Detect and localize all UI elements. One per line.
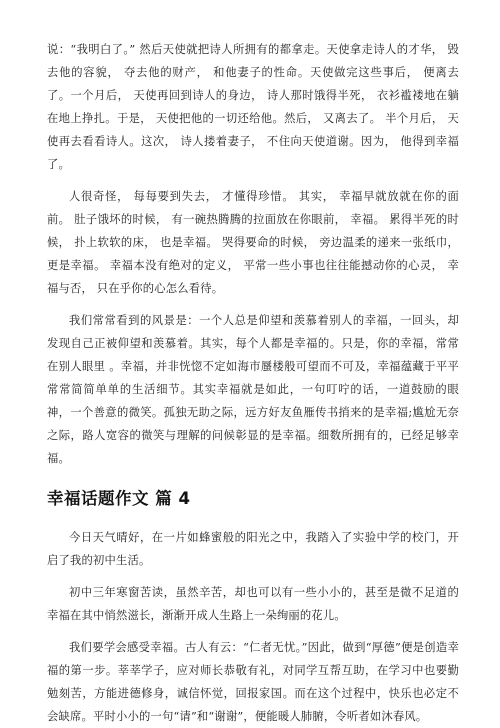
document-page xyxy=(47,38,459,728)
paragraph-4: 今日天气晴好，在一片如蜂蜜般的阳光之中，我踏入了实验中学的校门，开启了我的初中生活。 xyxy=(47,531,459,567)
section-heading: 幸福话题作文 篇 4 xyxy=(47,489,191,508)
paragraph-2: 人很奇怪， 每每要到失去， 才懂得珍惜。 其实， 幸福早就放就在你的面前。 肚子饿坏的时候， 有一碗热腾腾的拉面放在你眼前， 幸福。 累得半死的时候， 扑上软软的床， 也是幸福。 哭得要命的时候， 旁边温柔的递来一张纸巾， 更是幸福。 幸福本没有绝对的定义， 平常一些小事也往往能撼动你的心灵， 幸福与否， 只在乎你的心怎么看待。 xyxy=(47,190,459,295)
paragraph-3: 我们常常看到的风景是：一个人总是仰望和羡慕着别人的幸福，一回头，却发现自己正被仰望和羡慕着。其实，每个人都是幸福的。只是，你的幸福，常常在别人眼里 。幸福，并非恍惚不定如海市蜃楼般可望而不可及，幸福蕴藏于平平常常简简单单的生活细节。其实幸福就是如此，一句叮咛的话，一道鼓励的眼神，一个善意的微笑。孤独无助之际，远方好友鱼雁传书捎来的是幸福;尴尬无奈之际，路人宽容的微笑与理解的问候彰显的是幸福。细数所拥有的，已经足够幸福。 xyxy=(47,314,459,465)
paragraph-5: 初中三年寒窗苦读，虽然辛苦，却也可以有一些小小的，甚至是微不足道的幸福在其中悄然滋长，渐渐开成人生路上一朵绚丽的花儿。 xyxy=(47,586,459,622)
paragraph-6: 我们要学会感受幸福。古人有云：“仁者无忧。”因此，做到“厚德”便是创造幸福的第一步。莘莘学子，应对师长恭敬有礼，对同学互帮互助，在学习中也要勤勉刻苦，方能进德修身，诚信怀觉，回报家国。而在这个过程中，快乐也必定不会缺席。平时小小的一句“请”和“谢谢”，便能暖人肺腑，令听者如沐春风。 xyxy=(47,641,459,723)
paragraph-1: 说：“我明白了。” 然后天使就把诗人所拥有的都拿走。天使拿走诗人的才华， 毁去他的容貌， 夺去他的财产， 和他妻子的性命。天使做完这些事后， 便离去了。一个月后， 天使再回到诗人的身边， 诗人那时饿得半死， 衣衫褴褛地在躺在地上挣扎。于是， 天使把他的一切还给他。然后， 又离去了。 半个月后， 天使再去看看诗人。这次， 诗人搂着妻子， 不住向天使道谢。因为， 他得到幸福了。 xyxy=(47,43,459,171)
